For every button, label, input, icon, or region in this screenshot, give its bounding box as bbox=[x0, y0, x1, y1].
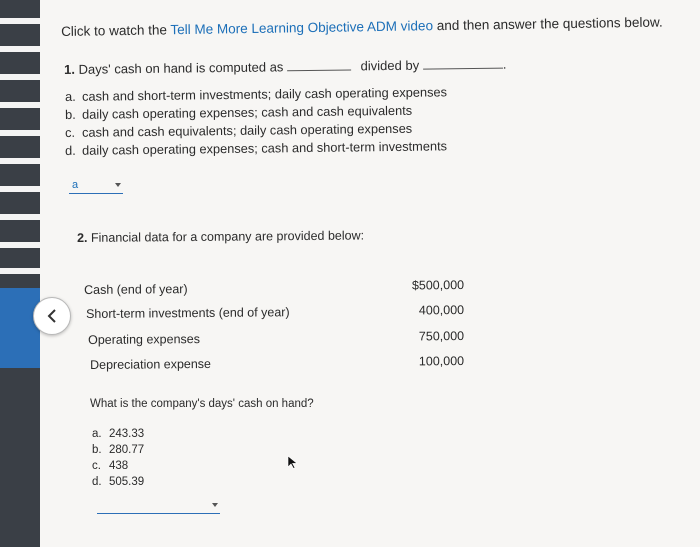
option-letter: b. bbox=[65, 106, 76, 122]
option-letter: c. bbox=[92, 460, 101, 472]
answer-blank bbox=[423, 58, 503, 70]
data-row-value: 400,000 bbox=[418, 303, 465, 318]
sidebar-stripe bbox=[0, 46, 40, 52]
sidebar-stripe bbox=[0, 242, 40, 248]
option-text: 243.33 bbox=[109, 428, 145, 440]
sub-question: What is the company's days' cash on hand? bbox=[90, 398, 314, 410]
intro-suffix: and then answer the questions below. bbox=[432, 14, 663, 34]
answer-blank bbox=[287, 59, 351, 71]
question-number: 2. bbox=[77, 230, 88, 245]
sidebar-stripe bbox=[0, 214, 40, 220]
option-text: cash and short-term investments; daily cash operating expenses bbox=[81, 84, 448, 104]
data-row-value: 750,000 bbox=[418, 329, 465, 344]
option-text: 438 bbox=[109, 460, 129, 472]
option-letter: a. bbox=[65, 88, 76, 104]
question-end: . bbox=[502, 56, 507, 72]
answer-option bbox=[92, 476, 144, 488]
answer-option bbox=[92, 460, 128, 472]
left-sidebar bbox=[0, 0, 44, 547]
option-letter: a. bbox=[92, 428, 102, 440]
sidebar-stripe bbox=[0, 158, 40, 164]
data-row-label: Short-term investments (end of year) bbox=[86, 305, 290, 321]
sidebar-stripe bbox=[0, 186, 40, 192]
sidebar-stripe bbox=[0, 74, 40, 80]
question-2-answer-select[interactable] bbox=[97, 499, 220, 514]
question-text: divided by bbox=[360, 57, 420, 74]
sidebar-stripe bbox=[0, 268, 40, 274]
data-row-value: $500,000 bbox=[411, 278, 465, 293]
selected-value: a bbox=[72, 179, 79, 191]
question-text: Financial data for a company are provided below: bbox=[90, 228, 365, 245]
intro-prefix: Click to watch the bbox=[61, 22, 171, 39]
answer-option bbox=[92, 444, 144, 456]
back-button[interactable] bbox=[33, 297, 71, 335]
question-number: 1. bbox=[64, 61, 76, 77]
video-link[interactable]: Tell Me More Learning Objective ADM video bbox=[170, 18, 434, 38]
data-row-label: Depreciation expense bbox=[90, 356, 212, 372]
chevron-down-icon bbox=[115, 183, 121, 187]
option-text: daily cash operating expenses; cash and cash equivalents bbox=[81, 102, 413, 122]
sidebar-stripe bbox=[0, 18, 40, 24]
option-text: daily cash operating expenses; cash and short-term investments bbox=[81, 138, 448, 158]
option-text: 505.39 bbox=[109, 476, 145, 488]
answer-option bbox=[92, 428, 144, 440]
question-2-prompt bbox=[77, 228, 364, 245]
sidebar-stripe bbox=[0, 102, 40, 108]
chevron-down-icon bbox=[212, 503, 218, 507]
data-row-label: Operating expenses bbox=[88, 332, 201, 347]
option-letter: d. bbox=[92, 476, 102, 488]
question-panel bbox=[40, 0, 700, 547]
data-row-value: 100,000 bbox=[418, 354, 465, 369]
option-letter: c. bbox=[65, 124, 76, 140]
question-text: Days' cash on hand is computed as bbox=[78, 59, 284, 77]
option-text: cash and cash equivalents; daily cash operating expenses bbox=[81, 120, 413, 140]
option-text: 280.77 bbox=[109, 444, 145, 456]
chevron-left-icon bbox=[44, 308, 60, 324]
mouse-pointer-icon bbox=[287, 455, 299, 469]
option-letter: b. bbox=[92, 444, 102, 456]
question-1-answer-select[interactable] bbox=[69, 179, 123, 194]
data-row-label: Cash (end of year) bbox=[84, 282, 188, 297]
option-letter: d. bbox=[65, 142, 76, 158]
sidebar-stripe bbox=[0, 130, 40, 136]
